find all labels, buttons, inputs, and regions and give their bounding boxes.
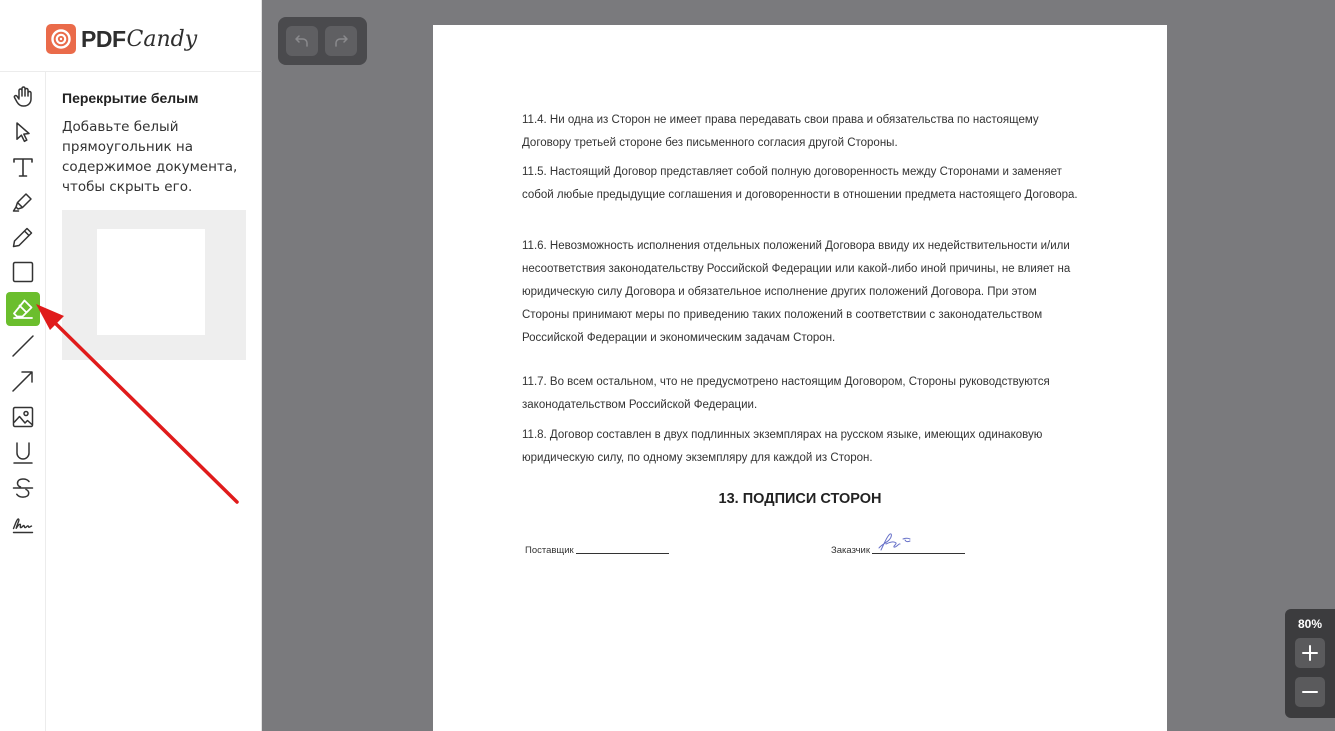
line-icon — [11, 334, 35, 358]
paragraph-11-5: 11.5. Настоящий Договор представляет собой полную договоренность между Сторонами и заменяет собой любые предыдущие соглашения и договоренности в отношении предмета настоящего Договора. — [522, 166, 1078, 201]
logo[interactable] — [46, 24, 197, 54]
select-tool[interactable] — [6, 115, 40, 149]
rectangle-tool[interactable] — [6, 255, 40, 289]
customer-handwritten-signature — [873, 530, 935, 554]
candy-logo-icon — [46, 24, 76, 54]
eraser-icon — [11, 297, 35, 321]
undo-button[interactable] — [286, 26, 318, 56]
plus-icon — [1301, 644, 1319, 662]
paragraph-11-4: 11.4. Ни одна из Сторон не имеет права передавать свои права и обязательства по настоящему Договору третьей стороне без письменного согласия другой Стороны. — [522, 114, 1039, 149]
paragraph-11-8: 11.8. Договор составлен в двух подлинных экземплярах на русском языке, имеющих одинаковую юридическую силу, по одному экземпляру для каждой из Сторон. — [522, 429, 1043, 464]
cursor-icon — [11, 120, 35, 144]
line-tool[interactable] — [6, 329, 40, 363]
paragraph-11-6: 11.6. Невозможность исполнения отдельных положений Договора ввиду их недействительности и/или несоответствия законодательству Российской Федерации или какой-либо иной причины, не влияет на юридическую силу Договора и обязательное исполнение других положений Договора. При этом Стороны принимают меры по приведению таких положений в соответствии с законодательством Российской Федерации и экономическим задачам Сторон. — [522, 240, 1071, 344]
redo-icon — [333, 34, 349, 48]
arrow-tool[interactable] — [6, 364, 40, 398]
signature-tool[interactable] — [6, 507, 40, 541]
whiteout-preview — [62, 210, 246, 360]
underline-tool[interactable] — [6, 436, 40, 470]
signature-icon — [11, 512, 35, 536]
highlighter-icon — [11, 190, 35, 214]
highlighter-tool[interactable] — [6, 185, 40, 219]
image-tool[interactable] — [6, 400, 40, 434]
logo-text-pdf: PDF — [81, 25, 126, 52]
undo-redo-panel — [278, 17, 367, 65]
zoom-controls — [1285, 609, 1335, 718]
undo-icon — [294, 34, 310, 48]
zoom-in-button[interactable] — [1295, 638, 1325, 668]
text-icon — [11, 155, 35, 179]
whiteout-preview-rectangle — [97, 229, 205, 335]
arrow-icon — [11, 369, 35, 393]
tool-title: Перекрытие белым — [62, 90, 199, 106]
tool-bar — [0, 72, 46, 731]
text-tool[interactable] — [6, 150, 40, 184]
rectangle-icon — [11, 260, 35, 284]
whiteout-tool[interactable] — [6, 292, 40, 326]
strikethrough-icon — [11, 476, 35, 500]
customer-label: Заказчик — [831, 545, 871, 556]
pencil-icon — [11, 225, 35, 249]
underline-icon — [11, 441, 35, 465]
paragraph-11-7: 11.7. Во всем остальном, что не предусмотрено настоящим Договором, Стороны руководствуются законодательством Российской Федерации. — [522, 376, 1050, 411]
supplier-label: Поставщик — [525, 545, 574, 556]
zoom-out-button[interactable] — [1295, 677, 1325, 707]
supplier-signature-line — [576, 553, 669, 554]
image-icon — [11, 405, 35, 429]
tool-description: Добавьте белый прямоугольник на содержимое документа, чтобы скрыть его. — [62, 119, 238, 195]
pencil-tool[interactable] — [6, 220, 40, 254]
minus-icon — [1301, 683, 1319, 701]
strikethrough-tool[interactable] — [6, 471, 40, 505]
redo-button[interactable] — [325, 26, 357, 56]
hand-icon — [11, 85, 35, 109]
supplier-signature-field — [525, 545, 669, 556]
document-page[interactable] — [433, 25, 1167, 731]
logo-text-candy: Candy — [126, 26, 198, 52]
sidebar — [0, 0, 262, 731]
hand-tool[interactable] — [6, 80, 40, 114]
section-heading: 13. ПОДПИСИ СТОРОН — [718, 491, 882, 507]
zoom-level: 80% — [1297, 617, 1323, 631]
